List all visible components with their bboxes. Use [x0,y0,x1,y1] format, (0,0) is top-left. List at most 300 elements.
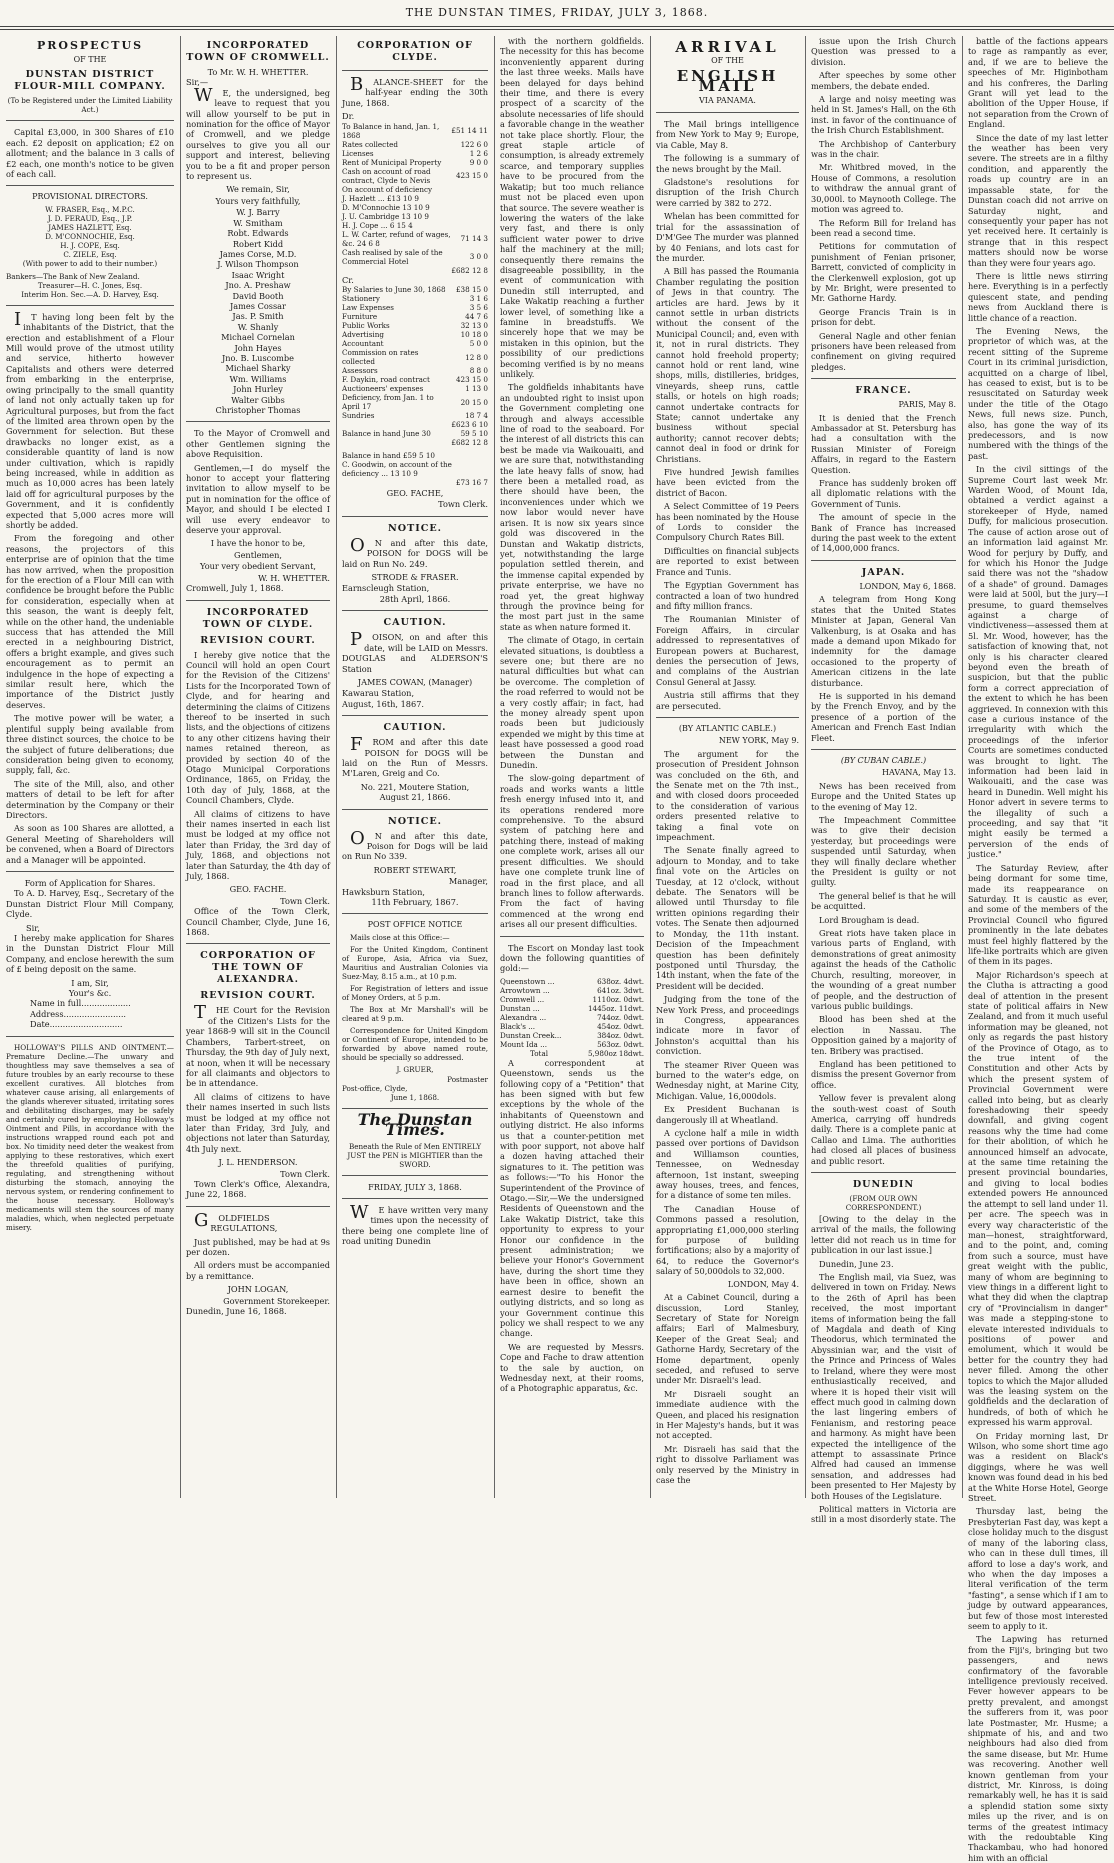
table-row [342,303,488,312]
table-row [342,339,488,348]
row-amount: 9 0 0 [469,157,488,167]
divider [342,809,488,810]
table-row [342,312,488,321]
france-title: FRANCE. [855,385,912,397]
cuba-date: HAVANA, May 13. [882,768,956,778]
po-place: Post-office, Clyde, [342,1083,408,1093]
divider [342,715,488,716]
row-label: H. J. Cope ... 6 15 4 [342,220,413,230]
signatory: J. Wilson Thompson [217,259,299,270]
director: W. FRASER, Esq., M.P.C. [45,204,135,214]
escort-total-table [500,1049,644,1058]
france-news [811,413,956,554]
corporation-title: CORPORATION OF CLYDE. [357,40,473,63]
po-body: For Registration of letters and issue of Money Orders, at 5 p.m. [342,983,488,1002]
divider [186,1206,330,1207]
table-row [342,294,488,303]
divider [186,421,330,422]
table-row [342,221,488,230]
divider [342,516,488,517]
notice1-place: Earnscleugh Station, [342,583,430,594]
table-row [342,366,488,375]
row-amount [456,451,488,460]
divider [6,185,174,186]
row-label: Advertising [342,330,384,340]
escort-table [500,977,644,1049]
signatory: Walter Gibbs [231,394,285,405]
prospectus-of: OF THE [73,55,107,64]
divider [342,1108,488,1109]
notice2-sig: ROBERT STEWART, [373,864,457,875]
news-paragraph: General Nagle and other fenian prisoners have been released from confinement on giving required pledges. [811,330,956,372]
news-paragraph: Judging from the tone of the New York Press, and proceedings in Congress, appearances indicate more in favor of Johnston's acquittal than his conviction. [656,994,799,1057]
notice1-body: ON and after this date, POISON for DOGS will be laid on Run No. 249. [342,534,488,569]
director: C. ZIELE, Esq. [63,249,117,259]
divider [6,120,174,121]
form-yours: Your's &c. [68,988,112,999]
japan-news [811,594,956,743]
gold-role: Government Storekeeper. [223,1295,330,1306]
table-row [342,321,488,330]
divider [186,600,330,601]
news-paragraph: The Evening News, the proprietor of which was, at the recent sitting of the Supreme Court in its criminal jurisdiction, acquitted on a charge of libel, has ceased to exist, but is to be resuscitated on Saturday week under the title of the Otago News, full news size. Punch, also, has gone the way of its predecessors, and is now numbered with the things of the past. [968,325,1108,461]
news-paragraph: Mr. Whitbred moved, in the House of Commons, a resolution to withdraw the annual grant of 30,000l. to Maynooth College. The motion was agreed to. [811,162,956,215]
table-row [342,203,488,212]
divider [656,112,799,113]
news-paragraph: Mr Disraeli sought an immediate audience with the Queen, and placed his resignation in Her Majesty's hands, but it was not accepted. [656,1388,799,1441]
column-rule [180,36,181,1498]
row-label: Queenstown ... [500,976,555,986]
cromwell-yours: Yours very faithfully, [215,195,301,206]
news-paragraph: After speeches by some other members, the debate ended. [811,70,956,91]
row-amount: 3 1 6 [469,294,488,304]
table-row [342,266,488,275]
po-body: The Box at Mr Marshall's will be cleared at 9 p.m. [342,1004,488,1023]
editorial-paragraph: with the northern goldfields. The necessity for this has become inconveniently apparent during the last three weeks. Mails have been delayed for days behind their time, and there is every prospect of a scarcity of the absolute necessaries of life should a favorable change in the weather not take place shortly. Flour, the great staple article of consumption, is already extremely scarce, and temporary supplies have to be procured from the Wakatip; but too much reliance must not be placed even upon that source. The severe weather is lowering the waters of the lake very fast, and there is only sufficient water power to drive half the machinery at the mill; consequently there remains the disagreeable possibility, in the event of communication with Dunedin still interrupted, and Lake Wakatip reaching a further lower level, of something like a famine in breadstuffs. We sincerely hope that we may be mistaken in this opinion, but the possibility of our predictions becoming verified is by no means unlikely. [500,36,644,379]
table-row [500,977,644,986]
divider [342,1175,488,1176]
signatory: Robt. Edwards [227,228,289,239]
cromwell-sir: Sir,— [186,77,209,88]
news-paragraph: England has been petitioned to dismiss the present Governor from office. [811,1058,956,1090]
signatory: Isaac Wright [231,269,285,280]
row-label: Cash on account of road contract, Clyde to Nevis [342,166,431,185]
column-4 [500,36,644,1498]
row-amount: £623 6 10 [451,420,488,430]
news-paragraph: The Archbishop of Canterbury was in the chair. [811,138,956,160]
alex-role: Town Clerk. [280,1168,330,1179]
gold-body2: All orders must be accompanied by a remittance. [186,1260,330,1281]
divider [811,560,956,561]
form-name-field: Name in full................... [30,998,131,1009]
bs-role: Town Clerk. [438,499,488,510]
row-amount: 744oz. 0dwt. [597,1012,644,1022]
table-row [500,1031,644,1040]
table-row [342,212,488,221]
row-label: To Balance in hand, Jan. 1, 1868 [342,121,440,140]
news-paragraph: At a Cabinet Council, during a discussion, Lord Stanley, Secretary of State for Noreign affairs; Earl of Malmesbury, Keeper of the Great Seal; and Gathorne Hardy, Secretary of the Home department, openly seceded, and refused to serve under Mr. Disraeli's lead. [656,1292,799,1386]
row-label [342,438,451,447]
column-5 [656,36,799,1498]
escort-intro: The Escort on Monday last took down the following quantities of gold:— [500,942,644,974]
news-paragraph: On Friday morning last, Dr Wilson, who some short time ago was a resident on Black's diggings, where he was well known was found dead in his bed at the White Horse Hotel, George Street. [968,1430,1108,1504]
notice2-body: ON and after this date, Poison for Dogs will be laid on Run No 339. [342,827,488,862]
editorial-start: WE have written very many times upon the necessity of there being one complete line of road uniting Dunedin [342,1202,488,1247]
reply-servant: Your very obedient Servant, [200,561,316,572]
clyde-body: I hereby give notice that the Council will hold an open Court for the Revision of the Citizens' Lists for the Incorporated Town of Clyde, and for hearing and determining the claims of Citizens thereof to be inserted in such lists, and the objections of citizens to any other citizens having their names retained thereon, as provided by section 40 of the Otago Municipal Corporations Ordinance, 1865, on Friday, the 10th day of July, 1868, at the Council Chambers, Clyde. [186,649,330,806]
alex-title: CORPORATION OF THE TOWN OF ALEXANDRA. [200,950,316,986]
secretary: Interim Hon. Sec.—A. D. Harvey, Esq. [21,289,159,299]
clyde-role: Town Clerk. [280,895,330,906]
column-rule [494,36,495,1498]
notice2-date: 11th February, 1867. [371,897,459,907]
gold-date: Dunedin, June 16, 1868. [186,1306,287,1317]
column-2 [186,36,330,1498]
divider [342,70,488,71]
news-paragraph: The Egyptian Government has contracted a loan of two hundred and fifty million francs. [656,580,799,611]
via-panama: VIA PANAMA. [699,95,756,105]
news-paragraph: The Reform Bill for Ireland has been read a second time. [811,217,956,238]
editorial-paragraph: The climate of Otago, in certain elevated situations, is doubtless a severe one; but there are no natural difficulties but what can be overcome. The completion of the road referred to would not be a very costly affair; in fact, had the money already spent upon roads been but judiciously expended we might by this time at least have possessed a good road between the Dunstan and Dunedin. [500,635,644,771]
table-row [500,995,644,1004]
caution1-place: Kawarau Station, [342,688,415,699]
dunedin-title: DUNEDIN [852,1179,915,1190]
news-paragraph: The steamer River Queen was burned to the water's edge, on Wednesday night, at Marine City, Michigan. Value, 16,000dols. [656,1059,799,1101]
form-date-field: Date............................ [30,1019,123,1030]
cromwell-body: WE, the undersigned, beg leave to request that you will allow yourself to be put in nomination for the office of Mayor of Cromwell, and we pledge ourselves to give you all our support and interest, believing you to be a fit and proper person to represent us. [186,84,330,182]
news-paragraph: A Bill has passed the Roumania Chamber regulating the position of Jews in that country. The articles are hard. Jews by it cannot settle in urban districts without the consent of the Municipal Council; and, even with it, not in rural districts. They cannot hold freehold property; cannot hold or rent land, wine shops, mills, distilleries, bridges, vineyards, sheep runs, cattle stalls, or hotels on high roads; cannot undertake contracts for State; cannot undertake any business without special authority; cannot recover debts; cannot deal in food or drink for Christians. [656,266,799,464]
notice2-role: Manager, [448,876,488,887]
table-row [342,393,488,411]
news-paragraph: Gladstone's resolutions for disruption of the Irish Church were carried by 382 to 272. [656,177,799,208]
holloway-advert: HOLLOWAY'S PILLS AND OINTMENT.—Premature Decline.—The unwary and thoughtless may save themselves a sea of future troubles by an early recourse to these excellent curatives. All blotches from whatever cause arising, all enlargements of the glands wherever situated, irritating sores and debilitating discharges, may be safely and certainly cured by employing Holloway's Ointment and Pills, in accordance with the instructions wrapped round each pot and box. No timidity need deter the weakest from applying to these restoratives, which exert the threefold qualities of purifying, regulating, and strengthening without disturbing the stomach, annoying the nervous system, or rendering confinement to the house necessary. Holloway's medicaments will stem the sources of many maladies, which, when neglected perpetuate misery. [6,1042,174,1232]
alex-body2: All claims of citizens to have their names inserted in such lists must be lodged at my office not later than Friday, 3rd July, and objections not later than Saturday, 4th July next. [186,1091,330,1154]
table-row [342,230,488,248]
news-paragraph: Mr. Disraeli has said that the right to dissolve Parliament was only reserved by the Ministry in case the [656,1443,799,1485]
row-amount: £73 16 7 [455,478,488,488]
signatory: Jas. P. Smith [232,311,284,322]
table-row [342,167,488,185]
row-label: Accountant [342,339,384,349]
row-label: Balance in hand June 30 [342,429,431,439]
row-label: L. W. Carter, refund of wages, &c. 24 6 8 [342,229,451,248]
caution1-body: POISON, on and after this date, will be LAID on Messrs. DOUGLAS and ALDERSON'S Station [342,629,488,674]
row-label: Rates collected [342,139,398,149]
column-rule [805,36,806,1498]
news-paragraph: Major Richardson's speech at the Clutha is attracting a good deal of attention in the present state of political affairs in New Zealand, and from it much useful information may be gleaned, not only as regards the past history of the Province of Otago, as to the true intent of the Constitution and other Acts by which the present system of Provincial Government were called into being, but as clearly foreshadowing their speedy downfall, and giving cogent reasons why the time had come for their abolition, of which he announced himself an advocate, at the same time retaining the present provincial boundaries, and giving to local bodies extended powers He announced the attempt to sell land under 1l. per acre. The speech was in every way characteristic of the man—honest, straightforward, and to the point, and, coming from such a source, must have great weight with the public, many of whom are beginning to view things in a different light to what they did when the claptrap cry of "Provincialism in danger" was made a stepping-stone to elevate interested individuals to positions of power and emolument, which it would be better for the country they had never filled. Among the other topics to which the Major alluded was the leasing system on the goldfields and the declaration of hundreds, of both of which he expressed his warm approval. [968,969,1108,1428]
reply-name: W. H. WHETTER. [258,572,330,583]
table-row [342,185,488,194]
bs-sig: GEO. FACHE, [386,488,444,499]
news-paragraph: battle of the factions appears to rage as rampantly as ever, and, if we are to believe the speeches of Mr. Higinbotham and his confreres, the Darling Grant will yet lead to the abolition of the Upper House, if not separation from the Crown of England. [968,36,1108,130]
signatory: James Cossar [230,300,286,311]
capital-text: Capital £3,000, in 300 Shares of £10 each. £2 deposit on application; £2 on allotment; and the balance in 3 calls of £2 each, one month's notice to be given of each call. [6,127,174,180]
row-amount: 423 15 0 [455,171,488,181]
news-paragraph: Since the date of my last letter the weather has been very severe. The streets are in a filthy condition, and apparently the roads up country are in an impassable state, for the Dunstan coach did not arrive on Saturday night, and consequently your paper has not yet received here. It certainly is strange that in this respect matters should now be worse than they were four years ago. [968,132,1108,268]
table-row [342,348,488,366]
escort-total-label: Total [530,1048,549,1058]
row-amount: 20 15 0 [460,397,488,407]
notice1-sig: STRODE & FRASER. [371,572,459,583]
row-amount [451,194,488,203]
row-amount: 3 5 6 [469,303,488,313]
table-row [342,429,488,438]
signatory: David Booth [232,290,284,301]
table-row [342,194,488,203]
row-label: By Salaries to June 30, 1868 [342,285,446,295]
clyde-court: REVISION COURT. [200,634,316,646]
row-label: Balance in hand £59 5 10 [342,451,435,461]
news-paragraph: France has suddenly broken off all diplomatic relations with the Government of Tunis. [811,478,956,509]
prospectus-body: As soon as 100 Shares are allotted, a General Meeting of Shareholders will be convened, when a Board of Directors and a Manager will be appointed. [6,823,174,865]
row-amount: 12 8 0 [465,352,488,362]
divider [811,378,956,379]
row-label: Cash realised by sale of the Commercial Hotel [342,247,443,266]
divider [500,936,644,937]
balance-sheet-title: BALANCE-SHEET for the half-year ending the 30th June, 1868. [342,74,488,108]
table-row [342,140,488,149]
row-amount: 454oz. 0dwt. [597,1021,644,1031]
divider [342,610,488,611]
column-7 [968,36,1108,1863]
dunedin-news [811,1214,956,1525]
editorial-paragraph: The goldfields inhabitants have an undoubted right to insist upon the Government completing one through and always accessible line of road to the seaboard. For the interest of all districts this can best be made via Waikouaiti, and we are sure that, notwithstanding the late heavy falls of snow, had there been a metalled road, as there should have been, the inconveniences under which we now labor would never have arisen. It is now six years since gold was discovered in the Dunstan and Wakatip districts, yet, notwithstanding the large population settled therein, and the immense capital expended by private enterprise, we have no road yet, the great highway through the province being for the most part just in the same state as when nature formed it. [500,382,644,632]
row-label: Alexandra ... [500,1012,547,1022]
row-label: Mount Ida ... [500,1039,547,1049]
news-paragraph: There is little news stirring here. Everything is in a perfectly quiescent state, and pending news from Auckland there is little chance of a reaction. [968,270,1108,323]
news-paragraph: issue upon the Irish Church Question was pressed to a division. [811,36,956,67]
director: D. M'CONNOCHIE, Esq. [45,231,135,241]
column-rule [962,36,963,1498]
cuba-title: (BY CUBAN CABLE.) [840,755,927,765]
row-amount: £682 12 8 [451,438,488,448]
company-name: DUNSTAN DISTRICT FLOUR-MILL COMPANY. [14,69,166,93]
divider [342,913,488,914]
table-row [500,1022,644,1031]
clyde-title: INCORPORATED TOWN OF CLYDE. [202,606,314,630]
news-paragraph: [Owing to the delay in the arrival of the mails, the following letter did not reach us in time for publication in our last issue.] [811,1214,956,1256]
row-amount [456,460,488,478]
row-amount: £682 12 8 [451,265,488,275]
news-paragraph: The Lapwing has returned from the Fiji's, bringing but two passengers, and news confirmatory of the favorable intelligence previously received. Fever however appears to be pretty prevalent, and amongst the sufferers from it, was poor late Postmaster, Mr. Husme; a shipmate of his, and and two neighbours had also died from the same disease, but Mr. Hume was recovering. Another well known gentleman from your district, Mr. Kinross, is doing remarkably well, he has it is said a splendid station some sixty miles up the river, and is on terms of the greatest intimacy with the redoubtable King Thackambau, who had honored him with an official [968,1634,1108,1863]
news-paragraph: Whelan has been committed for trial for the assassination of D'M'Gee The murder was planned by 40 Fenians, and lots cast for the murder. [656,211,799,263]
news-paragraph: Thursday last, being the Presbyterian Fast day, was kept a close holiday much to the disgust of many of the laboring class, who can in these dull times, ill afford to lose a day's work, and who when the day imposes a literal verification of the term "fasting", a sense which if I am to judge by outward appearances, but few of those most interested seem to apply to it. [968,1506,1108,1631]
cromwell-title: INCORPORATED TOWN OF CROMWELL. [186,40,330,63]
news-paragraph: The Saturday Review, after being dormant for some time, made its reappearance on Saturday. It is caustic as ever, and some of the members of the Provincial Council who figured prominently in the late debates must feel highly flattered by the life-like portraits which are given of them in its pages. [968,862,1108,967]
cuba-news [811,781,956,1166]
signatory: John Hurley [233,384,283,395]
table-row [342,438,488,447]
table-row [342,158,488,167]
reply-honor: I have the honor to be, [210,538,306,549]
news-paragraph: A large and noisy meeting was held in St. James's Hall, on the 6th inst. in favor of the continuance of the Irish Church Establishment. [811,94,956,136]
table-row [342,384,488,393]
table-row [500,986,644,995]
london-date: LONDON, May 4. [727,1279,799,1289]
table-row [500,1040,644,1049]
row-amount: 32 13 0 [460,321,488,331]
row-amount: £51 14 11 [451,126,488,136]
divider [186,943,330,944]
signatory: John Hayes [234,342,282,353]
signatory: Wm. Williams [229,373,287,384]
mail-news [656,119,799,711]
prospectus-body: IT having long been felt by the inhabitants of the District, that the erection and establishment of a Flour Mill would prove of the utmost utility and service, hitherto however Capitalists and others were deterred from embarking in the enterprise, owing principally to the small quantity of land not only actually taken up for Agricultural purposes, but from the fact of the limited area thrown open by the Government for selection. But these drawbacks no longer exist, as a considerable quantity of land is now under cultivation, which is rapidly being increased, while in addition as much as 10,000 acres has been lately laid off for agricultural purposes by the Government, and it is confidently expected that 5,000 acres more will shortly be added. [6,308,174,530]
cr-label: Cr. [342,274,354,285]
table-row [342,411,488,420]
row-label: F. Daykin, road contract [342,375,430,385]
news-paragraph: Dunedin, June 23. [819,1258,894,1269]
france-date: PARIS, May 8. [898,400,956,410]
motto: Beneath the Rule of Men ENTIRELY JUST the PEN is MIGHTIER than the SWORD. [347,1141,483,1169]
table-row [342,122,488,140]
row-amount: 1 13 0 [465,384,488,394]
form-sir: Sir, [26,922,40,933]
row-label: Dunstan Creek... [500,1030,562,1040]
arrival-of: OF THE [711,56,744,66]
editorial-paragraph: The slow-going department of roads and works wants a little fresh energy infused into it, and its operations rendered more comprehensive. To the absurd system of patching here and patching there, instead of making one complete work, arises all our present difficulties. We should have one complete trunk line of road in the first place, and all branch lines to follow afterwards. From the fact of having commenced at the wrong end arises all our present difficulties. [500,773,644,930]
table-row [342,330,488,339]
director: (With power to add to their number.) [22,258,158,268]
form-address-field: Address........................ [30,1008,127,1019]
po-sig: J. GRUER, [396,1064,434,1074]
caution2-body: FROM and after this date POISON for DOGS will be laid on the Run of Messrs. M'Laren, Greig and Co. [342,734,488,779]
signatory: Jno. A. Preshaw [225,280,291,291]
news-paragraph: The Mail brings intelligence from New York to May 9; Europe, via Cable, May 8. [656,119,799,150]
divider [811,1172,956,1173]
divider [342,1198,488,1199]
form-iam: I am, Sir, [71,977,109,988]
row-label [342,266,451,275]
row-amount: 638oz. 4dwt. [597,976,644,986]
news-paragraph: Yellow fever is prevalent along the south-west coast of South America, carrying off hundreds daily. There is a complete panic at Callao and Lima. The authorities had closed all places of business and public resort. [811,1093,956,1166]
clyde-office: Office of the Town Clerk, Council Chamber, Clyde, June 16, 1868. [186,906,330,938]
divider [6,305,174,306]
news-paragraph: The Roumanian Minister of Foreign Affairs, in circular addressed to representatives of European powers at Bucharest, denies the persecution of Jews, and complains of the Austrian Consul General at Jassy. [656,614,799,687]
row-label: J. U. Cambridge 13 10 9 [342,211,429,221]
row-amount: 1 2 6 [469,148,488,158]
po-body: Correspondence for United Kingdom or Continent of Europe, intended to be forwarded by above named route, should be specially so addressed. [342,1025,488,1062]
po-body: Mails close at this Office:— [350,932,450,942]
signatory: Michael Sharky [225,363,291,374]
column-3 [342,36,488,1498]
signatory: W. Shanly [237,321,279,332]
escort-paragraph: A correspondent at Queenstown, sends us the following copy of a "Petition" that has been signed with but few exceptions by the whole of the inhabitants of Queenstown and outlying district. He also informs us that a counter-petition met with poor support, not above half a dozen having attached their signatures to it. The petition was as follows:—"To his Honor the Superintendent of the Province of Otago.—Sir,—We the undersigned Residents of Queenstown and the Lake Wakatip District, take this opportunity to express to your Honor our confidence in the present administration; we believe your Honor's Government have, during the short time they have been in office, shown an earnest desire to benefit the outlying districts, and so long as your Government continue this policy we shall respect to we any change. [500,1057,644,1339]
arrival-title: ARRIVAL [675,38,780,56]
debit-table [342,122,488,275]
news-paragraph: The argument for the prosecution of President Johnson was concluded on the 6th, and the Senate met on the 7th inst., and with closed doors proceeded to the consideration of various orders presented relative to taking a final vote on impeachment. [656,748,799,843]
table-row [342,478,488,487]
row-label: Dunstan ... [500,1003,540,1013]
bankers: Bankers—The Bank of New Zealand. [6,271,140,281]
row-label [342,478,456,487]
row-label: Law Expenses [342,303,394,313]
row-amount: 44 7 6 [465,312,488,322]
column-rule [650,36,651,1498]
row-label: Deficiency, from Jan. 1 to April 17 [342,393,434,412]
form-title: Form of Application for Shares. [24,877,156,888]
news-paragraph: The following is a summary of the news brought by the Mail. [656,153,799,174]
london-news [656,1292,799,1485]
news-paragraph: It is denied that the French Ambassador at St. Petersburg has had a consultation with the Russian Minister of Foreign Affairs, in regard to the Eastern Question. [811,412,956,475]
cromwell-remain: We remain, Sir, [226,184,290,195]
form-to: To A. D. Harvey, Esq., Secretary of the Dunstan District Flour Mill Company, Clyde. [6,888,174,920]
caution1-title: CAUTION. [383,617,447,629]
clyde-sig: GEO. FACHE. [229,884,287,895]
dr-label: Dr. [342,111,355,122]
row-label: Rent of Municipal Property [342,157,442,167]
escort-total-value: 5,980oz 18dwt. [587,1048,644,1058]
signatory: W. J. Barry [236,207,280,218]
page-header [0,0,1114,27]
row-label: Auctioneers' expenses [342,384,424,394]
po-date: June 1, 1868. [390,1092,440,1102]
signatory: Michael Cornelan [221,332,295,343]
dunedin-sub: (FROM OUR OWN CORRESPONDENT.) [845,1194,922,1212]
divider [6,1036,174,1037]
header-text: THE DUNSTAN TIMES, FRIDAY, JULY 3, 1868. [405,6,709,19]
alex-office: Town Clerk's Office, Alexandra, June 22, 1868. [186,1178,330,1200]
row-amount: 384oz. 0dwt. [597,1030,644,1040]
po-title: POST OFFICE NOTICE [367,920,463,930]
balance-table [342,451,488,487]
news-paragraph: The Senate finally agreed to adjourn to Monday, and to take final vote on the Articles on Tuesday, at 12 o'clock, without debate. The Senators will be allowed until Thursday to file written opinions regarding their votes. The Senate then adjourned to Monday, the 11th instant. Decision of the Impeachment question has been definitely postponed until Thursday, the 14th instant, when the fate of the President will be decided. [656,845,799,991]
row-amount: 1110oz. 0dwt. [592,994,644,1004]
notice1-date: 28th April, 1866. [379,593,451,604]
row-label: Assessors [342,366,378,376]
row-amount: 563oz. 0dwt. [597,1039,644,1049]
column-rule [336,36,337,1498]
row-amount: 641oz. 3dwt. [597,985,644,995]
japan-date: LONDON, May 6, 1868. [859,581,956,591]
news-paragraph: The Impeachment Committee was to give their decision yesterday, but proceedings were suspended until Saturday, when they will finally declare whether the President is guilty or not guilty. [811,815,956,888]
director: J. D. FERAUD, Esq., J.P. [47,213,133,223]
news-paragraph: The general belief is that he will be acquitted. [811,890,956,912]
caution1-date: August, 16th, 1867. [342,698,425,709]
notice2-place: Hawksburn Station, [342,886,425,897]
reply-date: Cromwell, July 1, 1868. [186,583,284,594]
reply-body: Gentlemen,—I do myself the honor to accept your flattering invitation to allow myself to be put in nomination for the office of Mayor, and should I be elected I will use every endeavor to deserve your approval. [186,462,330,536]
news-paragraph: Ex President Buchanan is dangerously ill at Wheatland. [656,1104,799,1125]
row-amount [451,212,488,221]
alex-body: THE Court for the Revision of the Citizen's Lists for the year 1868-9 will sit in the Council Chambers, Tarbert-street, on Thursday, the 9th day of July next, at noon, when it will be necessary for all claimants and objectors to be in attendance. [186,1002,330,1089]
news-paragraph: A Select Committee of 19 Peers has been nominated by the House of Lords to consider the Compulsory Church Rates Bill. [656,501,799,543]
signatory: Robert Kidd [232,238,284,249]
alex-sig: J. L. HENDERSON. [218,1157,298,1168]
row-label: Arrowtown ... [500,985,550,995]
cable-news [656,749,799,1277]
news-paragraph: He is supported in his demand by the French Envoy, and by the presence of a portion of the American and French East Indian Fleet. [811,690,956,743]
form-body: I hereby make application for Shares in the Dunstan District Flour Mill Company, and enclose herewith the sum of £ being deposit on the same. [6,933,174,975]
table-row [342,285,488,294]
column-6 [811,36,956,1525]
row-label: On account of deficiency [342,184,433,194]
credit-table [342,285,488,447]
news-paragraph: News has been received from Europe and the United States up to the evening of May 12. [811,780,956,812]
gold-body: Just published, may be had at 9s per dozen. [186,1236,330,1257]
divider [656,717,799,718]
row-amount: 59 5 10 [460,429,488,439]
alex-court: REVISION COURT. [200,990,316,1002]
row-amount: 3 0 0 [469,252,488,262]
caution2-run: No. 221, Moutere Station, [360,781,470,792]
news-paragraph: Five hundred Jewish families have been evicted from the district of Bacon. [656,467,799,498]
directors-title: PROVISIONAL DIRECTORS. [32,192,148,202]
director: JAMES HAZLETT, Esq. [48,222,132,232]
po-body: For the United Kingdom, Continent of Europe, Asia, Africa via Suez, Mauritius and Australian Colonies via Suez-May, 8.15 a.m., at 10 p.m. [342,944,488,981]
row-amount [451,185,488,194]
notice1-title: NOTICE. [387,522,443,534]
